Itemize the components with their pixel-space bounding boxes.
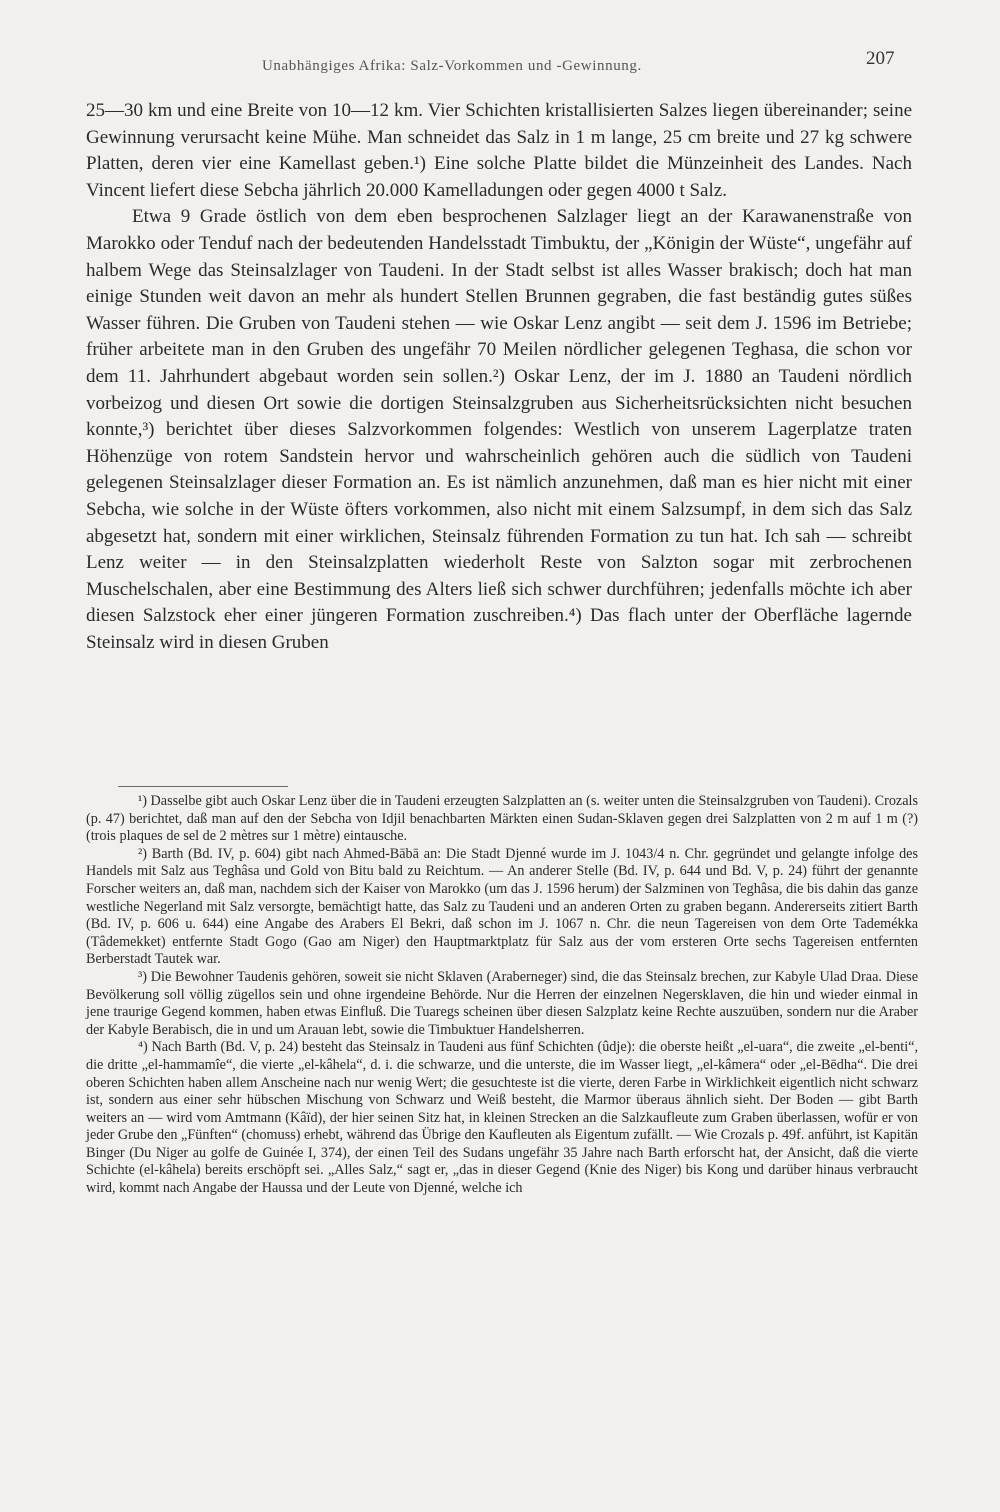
running-head: Unabhängiges Afrika: Salz-Vorkommen und -Gewinnung. [262, 58, 642, 74]
footnote-separator [118, 786, 288, 787]
footnote-4: ⁴) Nach Barth (Bd. V, p. 24) besteht das Steinsalz in Taudeni aus fünf Schichten (ûdje): die oberste heißt „el-uara“, die zweite „el-benti“, die dritte „el-hammamîe“, die vierte „el-kâhela“, d. i. die schwarze, und die unterste, die im Wasser liegt, „el-kâmera“ oder „el-Bēdha“. Die drei oberen Schichten haben allem Anscheine nach nur wenig Wert; die gesuchteste ist die vierte, deren Farbe in Wirklichkeit eigentlich nicht schwarz ist, sondern aus einer sehr hübschen Mischung von Schwarz und Weiß besteht, die Marmor überaus ähnlich sieht. Der Boden — gibt Barth weiters an — wird vom Amtmann (Kâïd), der hier seinen Sitz hat, in kleinen Strecken an die Salzkaufleute zum Graben überlassen, wofür er von jeder Grube den „Fünften“ (chomuss) erhebt, während das Übrige den Kaufleuten als Eigentum zufällt. — Wie Crozals p. 49f. anführt, ist Kapitän Binger (Du Niger au golfe de Guinée I, 374), der einen Teil des Sudans ungefähr 35 Jahre nach Barth erforscht hat, der Ansicht, daß die vierte Schichte (el-kâhela) bereits erschöpft sei. „Alles Salz,“ sagt er, „das in dieser Gegend (Knie des Niger) bis Kong und darüber hinaus verbraucht wird, kommt nach Angabe der Haussa und der Leute von Djenné, welche ich [86, 1039, 918, 1197]
body-paragraph-1: 25—30 km und eine Breite von 10—12 km. Vier Schichten kristallisierten Salzes liegen übereinander; seine Gewinnung verursacht keine Mühe. Man schneidet das Salz in 1 m lange, 25 cm breite und 27 kg schwere Platten, deren vier eine Kamellast geben.¹) Eine solche Platte bildet die Münzeinheit des Landes. Nach Vincent liefert diese Sebcha jährlich 20.000 Kamelladungen oder gegen 4000 t Salz. [86, 100, 912, 201]
footnote-3: ³) Die Bewohner Taudenis gehören, soweit sie nicht Sklaven (Araberneger) sind, die das Steinsalz brechen, zur Kabyle Ulad Draa. Diese Bevölkerung soll völlig zügellos sein und ohne irgendeine Behörde. Nur die Herren der einzelnen Negersklaven, die hin und wieder einmal in jene traurige Gegend kommen, haben etwas Einfluß. Die Tuaregs scheinen über diesen Salzplatz keine Rechte auszuüben, sondern nur die Araber der Kabyle Berabisch, die in und um Arauan lebt, sowie die Timbuktuer Handelsherren. [86, 968, 918, 1038]
body-paragraph-2: Etwa 9 Grade östlich von dem eben besprochenen Salzlager liegt an der Karawanenstraße von Marokko oder Tenduf nach der bedeutenden Handelsstadt Timbuktu, der „Königin der Wüste“, ungefähr auf halbem Wege das Steinsalzlager von Taudeni. In der Stadt selbst ist alles Wasser brakisch; doch hat man einige Stunden weit davon an mehr als hundert Stellen Brunnen gegraben, die fast beständig gutes süßes Wasser führen. Die Gruben von Taudeni stehen — wie Oskar Lenz angibt — seit dem J. 1596 im Betriebe; früher arbeitete man in den Gruben des ungefähr 70 Meilen nördlicher gelegenen Teghasa, die schon vor dem 11. Jahrhundert abgebaut worden sein sollen.²) Oskar Lenz, der im J. 1880 an Taudeni nördlich vorbeizog und diesen Ort sowie die dortigen Steinsalzgruben aus Sicherheitsrücksichten nicht besuchen konnte,³) berichtet über dieses Salzvorkommen folgendes: Westlich von unserem Lagerplatze traten Höhenzüge von rotem Sandstein hervor und wahrscheinlich gehören auch die südlich von Taudeni gelegenen Steinsalzlager dieser Formation an. Es ist nämlich anzunehmen, daß man es hier nicht mit einer Sebcha, wie solche in der Wüste öfters vorkommen, also nicht mit einem Salzsumpf, in dem sich das Salz abgesetzt hat, sondern mit einer wirklichen, Steinsalz führenden Formation zu tun hat. Ich sah — schreibt Lenz weiter — in den Steinsalzplatten wiederholt Reste von Salzton sogar mit zerbrochenen Muschelschalen, aber eine Bestimmung des Alters ließ sich schwer durchführen; jedenfalls möchte ich aber diesen Salzstock eher einer jüngeren Formation zuschreiben.⁴) Das flach unter der Oberfläche lagernde Steinsalz wird in diesen Gruben [86, 206, 912, 653]
footnote-2: ²) Barth (Bd. IV, p. 604) gibt nach Ahmed-Bābā an: Die Stadt Djenné wurde im J. 1043/4 n. Chr. gegründet und gelangte infolge des Handels mit Salz aus Teghâsa und Gold von Bitu bald zu Reichtum. — An anderer Stelle (Bd. IV, p. 644 und Bd. V, p. 24) führt der genannte Forscher weiters an, daß man, nachdem sich der Kaiser von Marokko (um das J. 1596 herum) der Salzminen von Teghâsa, die bis dahin das ganze westliche Negerland mit Salz versorgte, bemächtigt hatte, das Salz zu Taudeni und an anderen Orten zu graben begann. Andererseits zitiert Barth (Bd. IV, p. 606 u. 644) eine Angabe des Arabers El Bekri, daß schon im J. 1067 n. Chr. die neun Tagereisen von dem Orte Tademékka (Tâdemekket) entfernte Stadt Gogo (Gao am Niger) den Hauptmarktplatz für Salz aus der vom ersteren Orte sechs Tagereisen entfernten Berberstadt Tautek war. [86, 845, 918, 968]
footnotes [86, 793, 918, 1198]
page-number: 207 [866, 48, 895, 69]
main-text [86, 98, 912, 656]
footnote-1: ¹) Dasselbe gibt auch Oskar Lenz über die in Taudeni erzeugten Salzplatten an (s. weiter unten die Steinsalzgruben von Taudeni). Crozals (p. 47) berichtet, daß man auf den der Sebcha von Idjil benachbarten Märkten einen Sudan-Sklaven gegen drei Salzplatten von 2 m auf 1 m (?) (trois plaques de sel de 2 mètres sur 1 mètre) eintausche. [86, 793, 918, 845]
